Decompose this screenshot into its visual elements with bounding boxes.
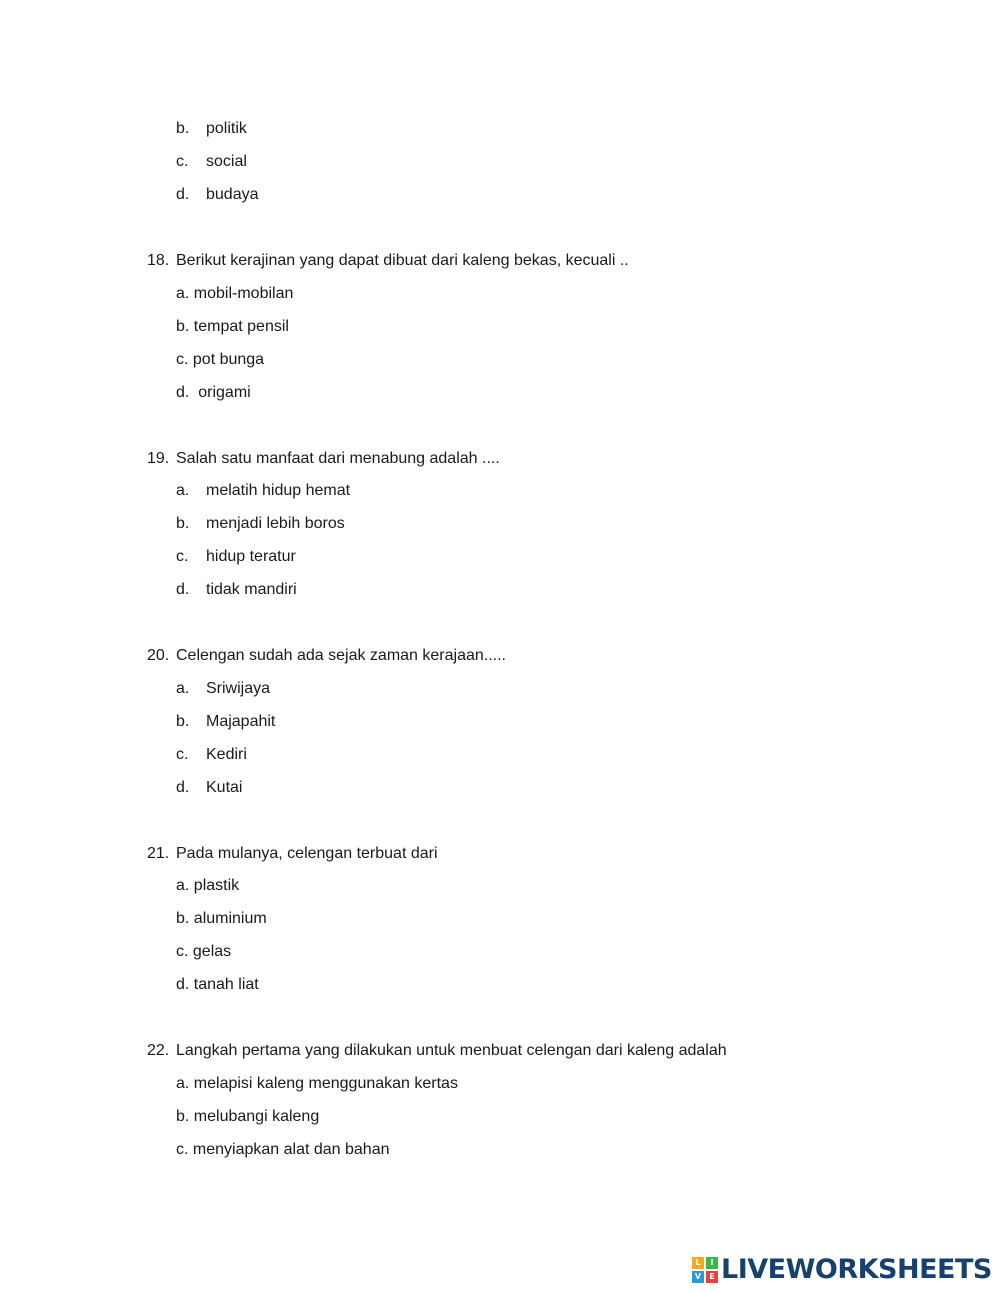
option-text: a. plastik [176,877,240,894]
question-number: 18. [147,252,170,269]
option-text: menjadi lebih boros [206,515,345,532]
logo-text: LIVEWORKSHEETS [721,1254,992,1285]
option-letter: c. [176,153,189,170]
option-letter: d. [176,779,190,796]
option-text: c. menyiapkan alat dan bahan [176,1141,390,1158]
question-text: Langkah pertama yang dilakukan untuk menbuat celengan dari kaleng adalah [176,1042,727,1059]
option-letter: a. [176,482,190,499]
option-text: b. tempat pensil [176,318,289,335]
option-text: Sriwijaya [206,680,271,697]
option-text: politik [206,120,247,137]
logo-mark-cell: I [706,1257,718,1269]
option-text: a. mobil-mobilan [176,285,294,302]
question-text: Pada mulanya, celengan terbuat dari [176,845,438,862]
option-text: a. melapisi kaleng menggunakan kertas [176,1075,458,1092]
option-text: hidup teratur [206,548,296,565]
option-text: d. tanah liat [176,976,259,993]
question-number: 22. [147,1042,170,1059]
question-number: 19. [147,450,170,467]
logo-mark-cell: V [692,1271,704,1283]
logo-mark-icon [692,1257,718,1283]
option-text: melatih hidup hemat [206,482,351,499]
option-text: Majapahit [206,713,276,730]
question-text: Celengan sudah ada sejak zaman kerajaan..... [176,647,506,664]
option-text: c. pot bunga [176,351,265,368]
question-number: 21. [147,845,170,862]
question-text: Berikut kerajinan yang dapat dibuat dari kaleng bekas, kecuali .. [176,252,629,269]
option-letter: a. [176,680,190,697]
option-text: budaya [206,186,259,203]
liveworksheets-logo [692,1255,992,1285]
question-text: Salah satu manfaat dari menabung adalah .... [176,450,500,467]
question-number: 20. [147,647,170,664]
option-letter: b. [176,713,190,730]
logo-mark-cell: E [706,1271,718,1283]
option-letter: d. [176,581,190,598]
option-text: b. melubangi kaleng [176,1108,320,1125]
option-letter: d. [176,186,190,203]
option-text: tidak mandiri [206,581,297,598]
option-letter: b. [176,120,190,137]
option-text: Kutai [206,779,243,796]
logo-mark-cell: L [692,1257,704,1269]
option-text: d. origami [176,384,251,401]
option-text: b. aluminium [176,910,267,927]
option-letter: c. [176,548,189,565]
option-letter: b. [176,515,190,532]
option-text: social [206,153,247,170]
option-letter: c. [176,746,189,763]
option-text: Kediri [206,746,247,763]
option-text: c. gelas [176,943,232,960]
